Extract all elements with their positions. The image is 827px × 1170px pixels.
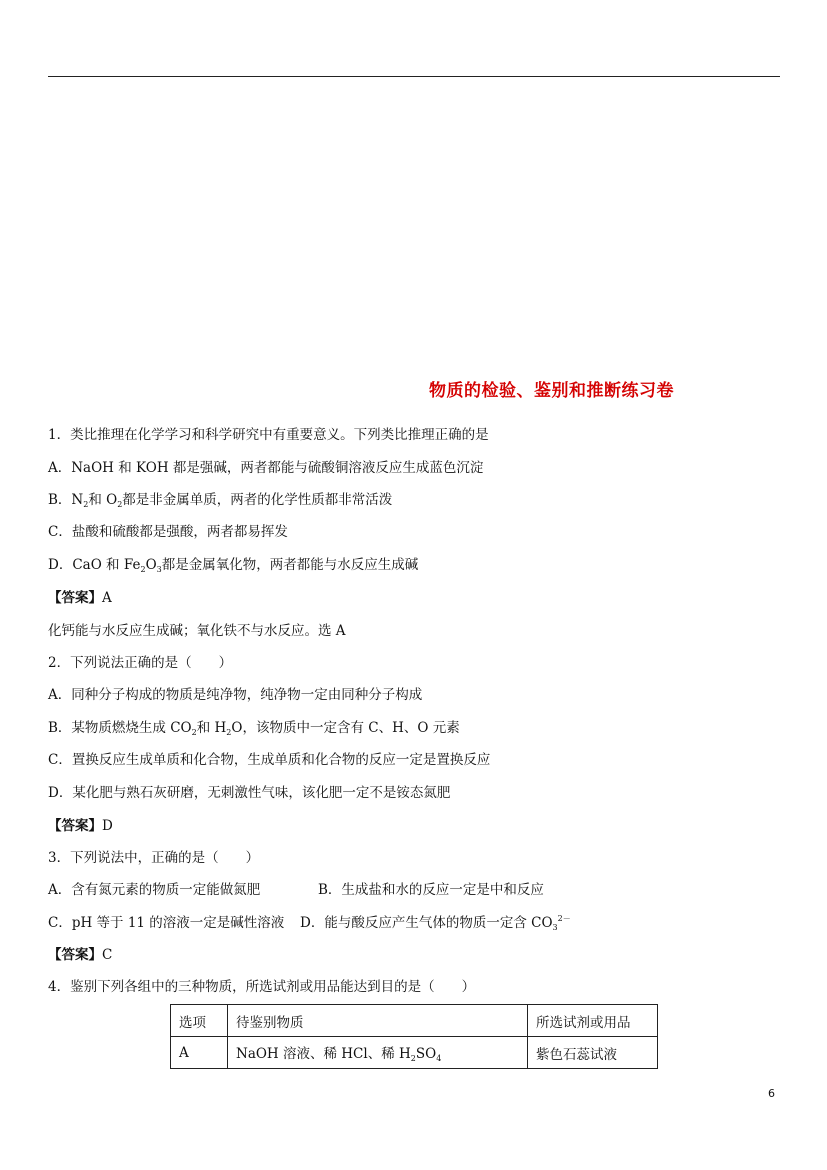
page-title: 物质的检验、鉴别和推断练习卷 [429, 381, 674, 401]
q2-option-d: D．某化肥与熟石灰研磨，无刺激性气味，该化肥一定不是铵态氮肥 [48, 785, 451, 801]
q2-stem: 2．下列说法正确的是（ ） [48, 655, 233, 671]
q4-stem: 4．鉴别下列各组中的三种物质，所选试剂或用品能达到目的是（ ） [48, 979, 476, 995]
q1-option-a: A．NaOH 和 KOH 都是强碱，两者都能与硫酸铜溶液反应生成蓝色沉淀 [48, 460, 484, 476]
q3-row-ab [48, 881, 544, 899]
table-header-cell: 选项 [171, 1005, 228, 1037]
page-number: 6 [768, 1087, 775, 1100]
q2-option-a: A．同种分子构成的物质是纯净物，纯净物一定由同种分子构成 [48, 687, 423, 703]
q3-stem: 3．下列说法中，正确的是（ ） [48, 850, 260, 866]
table-cell-option: A [171, 1037, 228, 1069]
q3-row-cd [48, 914, 571, 932]
table-header-cell: 待鉴别物质 [228, 1005, 528, 1037]
q3-option-b: B．生成盐和水的反应一定是中和反应 [318, 882, 544, 898]
table-cell-substances: NaOH 溶液、稀 HCl、稀 $H_2SO_4$ [228, 1037, 528, 1069]
q1-answer: 【答案】A [48, 590, 112, 606]
q3-option-a: A．含有氮元素的物质一定能做氮肥 [48, 882, 261, 898]
table-cell-reagent: 紫色石蕊试液 [528, 1037, 658, 1069]
q1-option-c: C．盐酸和硫酸都是强酸，两者都易挥发 [48, 524, 288, 540]
q2-option-c: C．置换反应生成单质和化合物，生成单质和化合物的反应一定是置换反应 [48, 752, 491, 768]
header-rule [48, 76, 780, 77]
q4-table [170, 1004, 658, 1069]
q3-option-c: C．pH 等于 11 的溶液一定是碱性溶液 [48, 915, 285, 931]
q2-option-b: B．某物质燃烧生成 $CO_2$和 $H_2O$，该物质中一定含有 C、H、O 元素 [48, 720, 460, 737]
table-header-row [171, 1005, 658, 1037]
q3-option-d: D．能与酸反应产生气体的物质一定含 $CO_3^{2-}$ [300, 914, 571, 932]
table-header-cell: 所选试剂或用品 [528, 1005, 658, 1037]
q1-explanation: 化钙能与水反应生成碱；氧化铁不与水反应。选 A [48, 623, 346, 639]
q1-option-b: B．$N_2$和 $O_2$都是非金属单质，两者的化学性质都非常活泼 [48, 492, 393, 509]
q1-stem: 1．类比推理在化学学习和科学研究中有重要意义。下列类比推理正确的是 [48, 427, 489, 443]
q1-option-d: D．CaO 和 $Fe_2O_3$都是金属氧化物，两者都能与水反应生成碱 [48, 557, 419, 574]
table-row [171, 1037, 658, 1069]
q3-answer: 【答案】C [48, 947, 113, 963]
q2-answer: 【答案】D [48, 818, 113, 834]
